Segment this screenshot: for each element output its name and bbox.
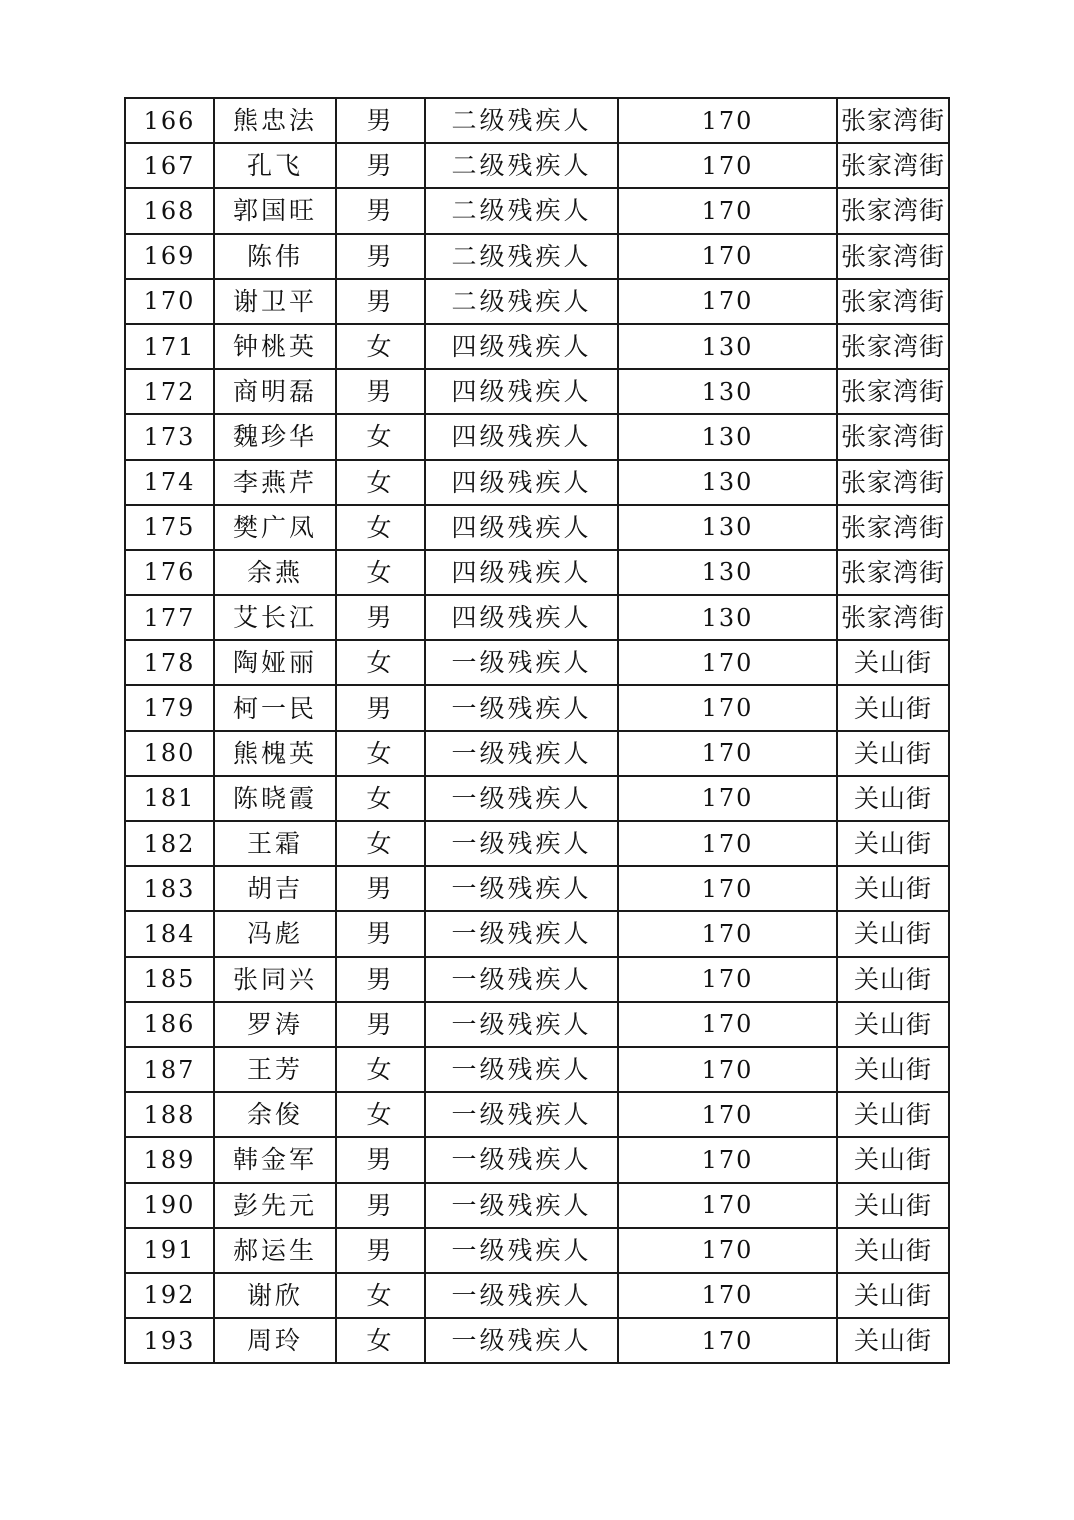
disability-level-cell: 一级残疾人 <box>425 1318 618 1363</box>
serial-number-cell: 167 <box>125 143 214 188</box>
gender-cell: 女 <box>336 505 425 550</box>
person-name-cell: 陈伟 <box>214 234 336 279</box>
amount-cell: 170 <box>618 1047 837 1092</box>
amount-cell: 170 <box>618 1183 837 1228</box>
gender-cell: 女 <box>336 776 425 821</box>
gender-cell: 男 <box>336 911 425 956</box>
disability-level-cell: 一级残疾人 <box>425 1183 618 1228</box>
table-row <box>125 188 949 233</box>
street-cell: 关山街 <box>837 1137 949 1182</box>
table-row <box>125 866 949 911</box>
disability-level-cell: 一级残疾人 <box>425 685 618 730</box>
table-row <box>125 1318 949 1363</box>
person-name-cell: 韩金军 <box>214 1137 336 1182</box>
street-cell: 关山街 <box>837 911 949 956</box>
person-name-cell: 陶娅丽 <box>214 640 336 685</box>
gender-cell: 女 <box>336 414 425 459</box>
street-cell: 张家湾街 <box>837 98 949 143</box>
amount-cell: 170 <box>618 234 837 279</box>
table-row <box>125 369 949 414</box>
gender-cell: 女 <box>336 640 425 685</box>
person-name-cell: 李燕芹 <box>214 460 336 505</box>
table-row <box>125 1002 949 1047</box>
gender-cell: 女 <box>336 550 425 595</box>
serial-number-cell: 177 <box>125 595 214 640</box>
amount-cell: 170 <box>618 640 837 685</box>
person-name-cell: 谢欣 <box>214 1273 336 1318</box>
table-row <box>125 957 949 1002</box>
gender-cell: 男 <box>336 188 425 233</box>
table-row <box>125 595 949 640</box>
serial-number-cell: 174 <box>125 460 214 505</box>
disability-level-cell: 一级残疾人 <box>425 821 618 866</box>
person-name-cell: 罗涛 <box>214 1002 336 1047</box>
table-row <box>125 911 949 956</box>
gender-cell: 男 <box>336 98 425 143</box>
serial-number-cell: 175 <box>125 505 214 550</box>
amount-cell: 170 <box>618 1002 837 1047</box>
gender-cell: 男 <box>336 1228 425 1273</box>
serial-number-cell: 186 <box>125 1002 214 1047</box>
amount-cell: 130 <box>618 505 837 550</box>
disability-level-cell: 二级残疾人 <box>425 234 618 279</box>
table-row <box>125 1228 949 1273</box>
disability-level-cell: 一级残疾人 <box>425 1228 618 1273</box>
person-name-cell: 熊忠法 <box>214 98 336 143</box>
serial-number-cell: 183 <box>125 866 214 911</box>
disability-level-cell: 二级残疾人 <box>425 143 618 188</box>
gender-cell: 男 <box>336 369 425 414</box>
disability-level-cell: 二级残疾人 <box>425 279 618 324</box>
table-row <box>125 640 949 685</box>
amount-cell: 170 <box>618 821 837 866</box>
serial-number-cell: 184 <box>125 911 214 956</box>
street-cell: 张家湾街 <box>837 143 949 188</box>
person-name-cell: 柯一民 <box>214 685 336 730</box>
table-row <box>125 324 949 369</box>
disability-level-cell: 二级残疾人 <box>425 98 618 143</box>
serial-number-cell: 182 <box>125 821 214 866</box>
street-cell: 张家湾街 <box>837 234 949 279</box>
street-cell: 张家湾街 <box>837 595 949 640</box>
serial-number-cell: 192 <box>125 1273 214 1318</box>
serial-number-cell: 188 <box>125 1092 214 1137</box>
disability-level-cell: 一级残疾人 <box>425 1137 618 1182</box>
table-row <box>125 1047 949 1092</box>
serial-number-cell: 176 <box>125 550 214 595</box>
street-cell: 关山街 <box>837 685 949 730</box>
serial-number-cell: 185 <box>125 957 214 1002</box>
serial-number-cell: 189 <box>125 1137 214 1182</box>
serial-number-cell: 180 <box>125 731 214 776</box>
amount-cell: 170 <box>618 1228 837 1273</box>
street-cell: 关山街 <box>837 1273 949 1318</box>
gender-cell: 女 <box>336 731 425 776</box>
amount-cell: 170 <box>618 1092 837 1137</box>
serial-number-cell: 168 <box>125 188 214 233</box>
table-row <box>125 1273 949 1318</box>
amount-cell: 170 <box>618 866 837 911</box>
street-cell: 张家湾街 <box>837 324 949 369</box>
disability-level-cell: 四级残疾人 <box>425 505 618 550</box>
table-row <box>125 460 949 505</box>
disability-level-cell: 一级残疾人 <box>425 640 618 685</box>
amount-cell: 170 <box>618 911 837 956</box>
amount-cell: 130 <box>618 324 837 369</box>
street-cell: 张家湾街 <box>837 188 949 233</box>
amount-cell: 170 <box>618 776 837 821</box>
disability-level-cell: 二级残疾人 <box>425 188 618 233</box>
gender-cell: 男 <box>336 1137 425 1182</box>
gender-cell: 女 <box>336 821 425 866</box>
amount-cell: 130 <box>618 595 837 640</box>
table-row <box>125 505 949 550</box>
amount-cell: 130 <box>618 414 837 459</box>
table-row <box>125 821 949 866</box>
person-name-cell: 商明磊 <box>214 369 336 414</box>
amount-cell: 170 <box>618 731 837 776</box>
disability-level-cell: 一级残疾人 <box>425 1092 618 1137</box>
table-row <box>125 550 949 595</box>
person-name-cell: 余燕 <box>214 550 336 595</box>
gender-cell: 女 <box>336 460 425 505</box>
table-row <box>125 1137 949 1182</box>
gender-cell: 女 <box>336 324 425 369</box>
person-name-cell: 郝运生 <box>214 1228 336 1273</box>
person-name-cell: 张同兴 <box>214 957 336 1002</box>
disability-level-cell: 一级残疾人 <box>425 1273 618 1318</box>
street-cell: 张家湾街 <box>837 369 949 414</box>
street-cell: 关山街 <box>837 1092 949 1137</box>
serial-number-cell: 169 <box>125 234 214 279</box>
street-cell: 关山街 <box>837 1228 949 1273</box>
street-cell: 关山街 <box>837 1183 949 1228</box>
person-name-cell: 孔飞 <box>214 143 336 188</box>
amount-cell: 170 <box>618 188 837 233</box>
table-row <box>125 279 949 324</box>
person-name-cell: 王芳 <box>214 1047 336 1092</box>
amount-cell: 170 <box>618 98 837 143</box>
amount-cell: 170 <box>618 143 837 188</box>
serial-number-cell: 187 <box>125 1047 214 1092</box>
table-row <box>125 143 949 188</box>
serial-number-cell: 172 <box>125 369 214 414</box>
amount-cell: 170 <box>618 1273 837 1318</box>
street-cell: 关山街 <box>837 776 949 821</box>
table-row <box>125 98 949 143</box>
serial-number-cell: 170 <box>125 279 214 324</box>
gender-cell: 男 <box>336 595 425 640</box>
gender-cell: 男 <box>336 143 425 188</box>
disability-level-cell: 四级残疾人 <box>425 324 618 369</box>
table-row <box>125 776 949 821</box>
street-cell: 张家湾街 <box>837 414 949 459</box>
gender-cell: 女 <box>336 1318 425 1363</box>
amount-cell: 130 <box>618 550 837 595</box>
street-cell: 张家湾街 <box>837 505 949 550</box>
table-row <box>125 414 949 459</box>
amount-cell: 170 <box>618 957 837 1002</box>
amount-cell: 170 <box>618 1137 837 1182</box>
table-row <box>125 1183 949 1228</box>
street-cell: 关山街 <box>837 866 949 911</box>
disability-level-cell: 一级残疾人 <box>425 731 618 776</box>
disability-level-cell: 一级残疾人 <box>425 957 618 1002</box>
street-cell: 关山街 <box>837 1002 949 1047</box>
serial-number-cell: 181 <box>125 776 214 821</box>
street-cell: 关山街 <box>837 1047 949 1092</box>
person-name-cell: 郭国旺 <box>214 188 336 233</box>
person-name-cell: 钟桃英 <box>214 324 336 369</box>
person-name-cell: 熊槐英 <box>214 731 336 776</box>
serial-number-cell: 190 <box>125 1183 214 1228</box>
disability-level-cell: 四级残疾人 <box>425 595 618 640</box>
street-cell: 关山街 <box>837 821 949 866</box>
disability-level-cell: 一级残疾人 <box>425 776 618 821</box>
person-name-cell: 冯彪 <box>214 911 336 956</box>
disability-level-cell: 一级残疾人 <box>425 911 618 956</box>
disability-level-cell: 四级残疾人 <box>425 369 618 414</box>
gender-cell: 女 <box>336 1092 425 1137</box>
table-body <box>125 98 949 1363</box>
disability-level-cell: 一级残疾人 <box>425 1002 618 1047</box>
amount-cell: 170 <box>618 279 837 324</box>
person-name-cell: 艾长江 <box>214 595 336 640</box>
amount-cell: 170 <box>618 685 837 730</box>
gender-cell: 男 <box>336 279 425 324</box>
table-row <box>125 685 949 730</box>
street-cell: 关山街 <box>837 731 949 776</box>
person-name-cell: 樊广凤 <box>214 505 336 550</box>
subsidy-table <box>124 97 950 1364</box>
table-row <box>125 234 949 279</box>
disability-level-cell: 一级残疾人 <box>425 866 618 911</box>
person-name-cell: 胡吉 <box>214 866 336 911</box>
disability-level-cell: 四级残疾人 <box>425 414 618 459</box>
gender-cell: 男 <box>336 957 425 1002</box>
disability-level-cell: 四级残疾人 <box>425 550 618 595</box>
disability-level-cell: 四级残疾人 <box>425 460 618 505</box>
table-row <box>125 1092 949 1137</box>
gender-cell: 男 <box>336 234 425 279</box>
serial-number-cell: 166 <box>125 98 214 143</box>
person-name-cell: 余俊 <box>214 1092 336 1137</box>
gender-cell: 男 <box>336 1183 425 1228</box>
table-row <box>125 731 949 776</box>
disability-level-cell: 一级残疾人 <box>425 1047 618 1092</box>
serial-number-cell: 191 <box>125 1228 214 1273</box>
street-cell: 关山街 <box>837 640 949 685</box>
street-cell: 关山街 <box>837 1318 949 1363</box>
serial-number-cell: 173 <box>125 414 214 459</box>
amount-cell: 170 <box>618 1318 837 1363</box>
gender-cell: 女 <box>336 1273 425 1318</box>
person-name-cell: 陈晓霞 <box>214 776 336 821</box>
person-name-cell: 王霜 <box>214 821 336 866</box>
serial-number-cell: 179 <box>125 685 214 730</box>
amount-cell: 130 <box>618 369 837 414</box>
gender-cell: 男 <box>336 685 425 730</box>
gender-cell: 女 <box>336 1047 425 1092</box>
amount-cell: 130 <box>618 460 837 505</box>
gender-cell: 男 <box>336 866 425 911</box>
street-cell: 关山街 <box>837 957 949 1002</box>
person-name-cell: 魏珍华 <box>214 414 336 459</box>
serial-number-cell: 193 <box>125 1318 214 1363</box>
person-name-cell: 周玲 <box>214 1318 336 1363</box>
street-cell: 张家湾街 <box>837 279 949 324</box>
gender-cell: 男 <box>336 1002 425 1047</box>
person-name-cell: 谢卫平 <box>214 279 336 324</box>
street-cell: 张家湾街 <box>837 460 949 505</box>
serial-number-cell: 178 <box>125 640 214 685</box>
serial-number-cell: 171 <box>125 324 214 369</box>
street-cell: 张家湾街 <box>837 550 949 595</box>
person-name-cell: 彭先元 <box>214 1183 336 1228</box>
